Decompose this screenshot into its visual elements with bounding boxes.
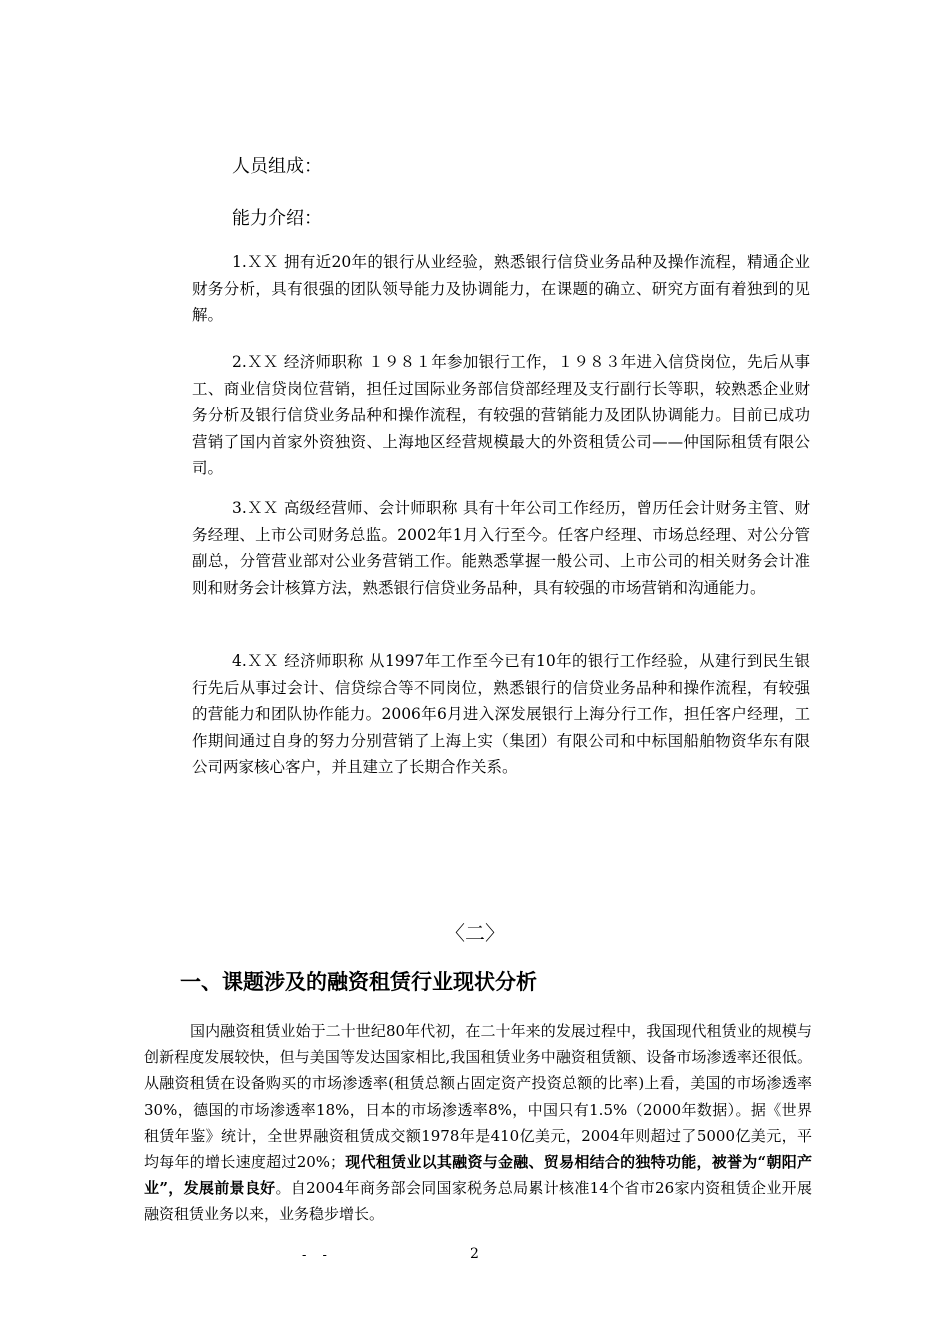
- member-paragraph-4: 4.ＸＸ 经济师职称 从1997年工作至今已有10年的银行工作经验，从建行到民生银行先后从事过会计、信贷综合等不同岗位，熟悉银行的信贷业务品种和操作流程，有较强的营能力和团队协作能力。2006年6月进入深发展银行上海分行工作，担任客户经理，工作期间通过自身的努力分别营销了上海上实（集团）有限公司和中标国船舶物资华东有限公司两家核心客户，并且建立了长期合作关系。: [192, 652, 810, 776]
- members-label: 人员组成：: [232, 156, 322, 177]
- member-paragraph-2: 2.ＸＸ 经济师职称 １９８１年参加银行工作，１９８３年进入信贷岗位，先后从事工、商业信贷岗位营销，担任过国际业务部信贷部经理及支行副行长等职，较熟悉企业财务分析及银行信贷业务品种和操作流程，有较强的营销能力及团队协调能力。目前已成功营销了国内首家外资独资、上海地区经营规模最大的外资租赁公司——仲国际租赁有限公司。: [192, 353, 810, 477]
- page-number: 2: [470, 1246, 479, 1262]
- member-paragraph-1: 1.ＸＸ 拥有近20年的银行从业经验，熟悉银行信贷业务品种及操作流程，精通企业财务分析，具有很强的团队领导能力及协调能力，在课题的确立、研究方面有着独到的见解。: [192, 253, 810, 324]
- section-mark: 〈二〉: [445, 921, 505, 945]
- analysis-text-part1: 国内融资租赁业始于二十世纪80年代初，在二十年来的发展过程中，我国现代租赁业的规模与创新程度发展较快，但与美国等发达国家相比,我国租赁业务中融资租赁额、设备市场渗透率还很低。从融资租赁在设备购买的市场渗透率(租赁总额占固定资产投资总额的比率)上看，美国的市场渗透率30%，德国的市场渗透率18%，日本的市场渗透率8%，中国只有1.5%（2000年数据）。据《世界租赁年鉴》统计，全世界融资租赁成交额1978年是410亿美元，2004年则超过了5000亿美元，平均每年的增长速度超过20%；: [144, 1022, 812, 1172]
- section-heading: 一、课题涉及的融资租赁行业现状分析: [180, 970, 537, 994]
- analysis-text-bold: 现代租赁业以其融资与金融、贸易相结合的独特功能，被誉为“朝阳产业”，发展前景良好: [144, 1153, 812, 1198]
- footer-marker: - -: [302, 1248, 333, 1263]
- member-paragraph-3: 3.ＸＸ 高级经营师、会计师职称 具有十年公司工作经历，曾历任会计财务主管、财务经理、上市公司财务总监。2002年1月入行至今。任客户经理、市场总经理、对公分管副总，分管营业部对公业务营销工作。能熟悉掌握一般公司、上市公司的相关财务会计准则和财务会计核算方法，熟悉银行信贷业务品种，具有较强的市场营销和沟通能力。: [192, 499, 810, 597]
- abilities-label: 能力介绍：: [232, 208, 322, 229]
- analysis-text-part2: 。自2004年商务部会同国家税务总局累计核准14个省市26家内资租赁企业开展融资租赁业务以来，业务稳步增长。: [144, 1179, 812, 1224]
- analysis-paragraph: [144, 1018, 812, 1228]
